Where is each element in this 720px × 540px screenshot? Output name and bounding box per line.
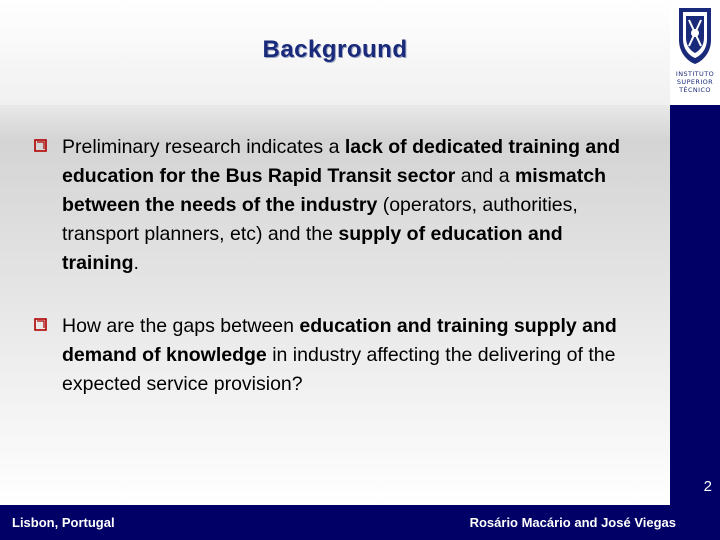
slide-title: Background xyxy=(262,36,408,63)
footer xyxy=(0,505,720,540)
title-band xyxy=(0,0,670,105)
bullet-item xyxy=(34,312,634,399)
checkbox-square-icon xyxy=(34,139,47,152)
bullet-list xyxy=(34,133,634,433)
page-number: 2 xyxy=(703,478,712,495)
checkbox-square-icon xyxy=(34,318,47,331)
shield-icon xyxy=(677,6,713,66)
logo-text-line: TÉCNICO xyxy=(679,86,711,94)
footer-location: Lisbon, Portugal xyxy=(12,515,115,530)
bullet-item xyxy=(34,133,634,278)
bullet-text-segment: . xyxy=(133,252,139,274)
right-accent-bar xyxy=(670,105,720,505)
bullet-text xyxy=(62,315,617,395)
bullet-text-emphasis: lack of dedicated training and education for the Bus Rapid Transit sector xyxy=(62,136,621,187)
bullet-text xyxy=(62,136,620,274)
bullet-text-emphasis: education and training supply and demand of knowledge xyxy=(62,315,617,366)
bullet-text-segment: and a xyxy=(455,165,515,187)
bullet-text-segment: (operators, authorities, transport planners, etc) and the xyxy=(62,194,578,245)
bullet-text-emphasis: mismatch between the needs of the industry xyxy=(62,165,607,216)
institution-logo xyxy=(670,0,720,105)
logo-text-line: INSTITUTO xyxy=(675,70,715,78)
logo-text-line: SUPERIOR xyxy=(676,78,714,86)
bullet-text-segment: How are the gaps between xyxy=(62,315,300,337)
bullet-text-segment: Preliminary research indicates a xyxy=(62,136,345,158)
bullet-text-segment: in industry affecting the delivering of the expected service provision? xyxy=(62,344,616,395)
footer-authors: Rosário Macário and José Viegas xyxy=(469,515,676,530)
bullet-text-emphasis: supply of education and training xyxy=(62,223,563,274)
logo-text xyxy=(670,70,720,94)
